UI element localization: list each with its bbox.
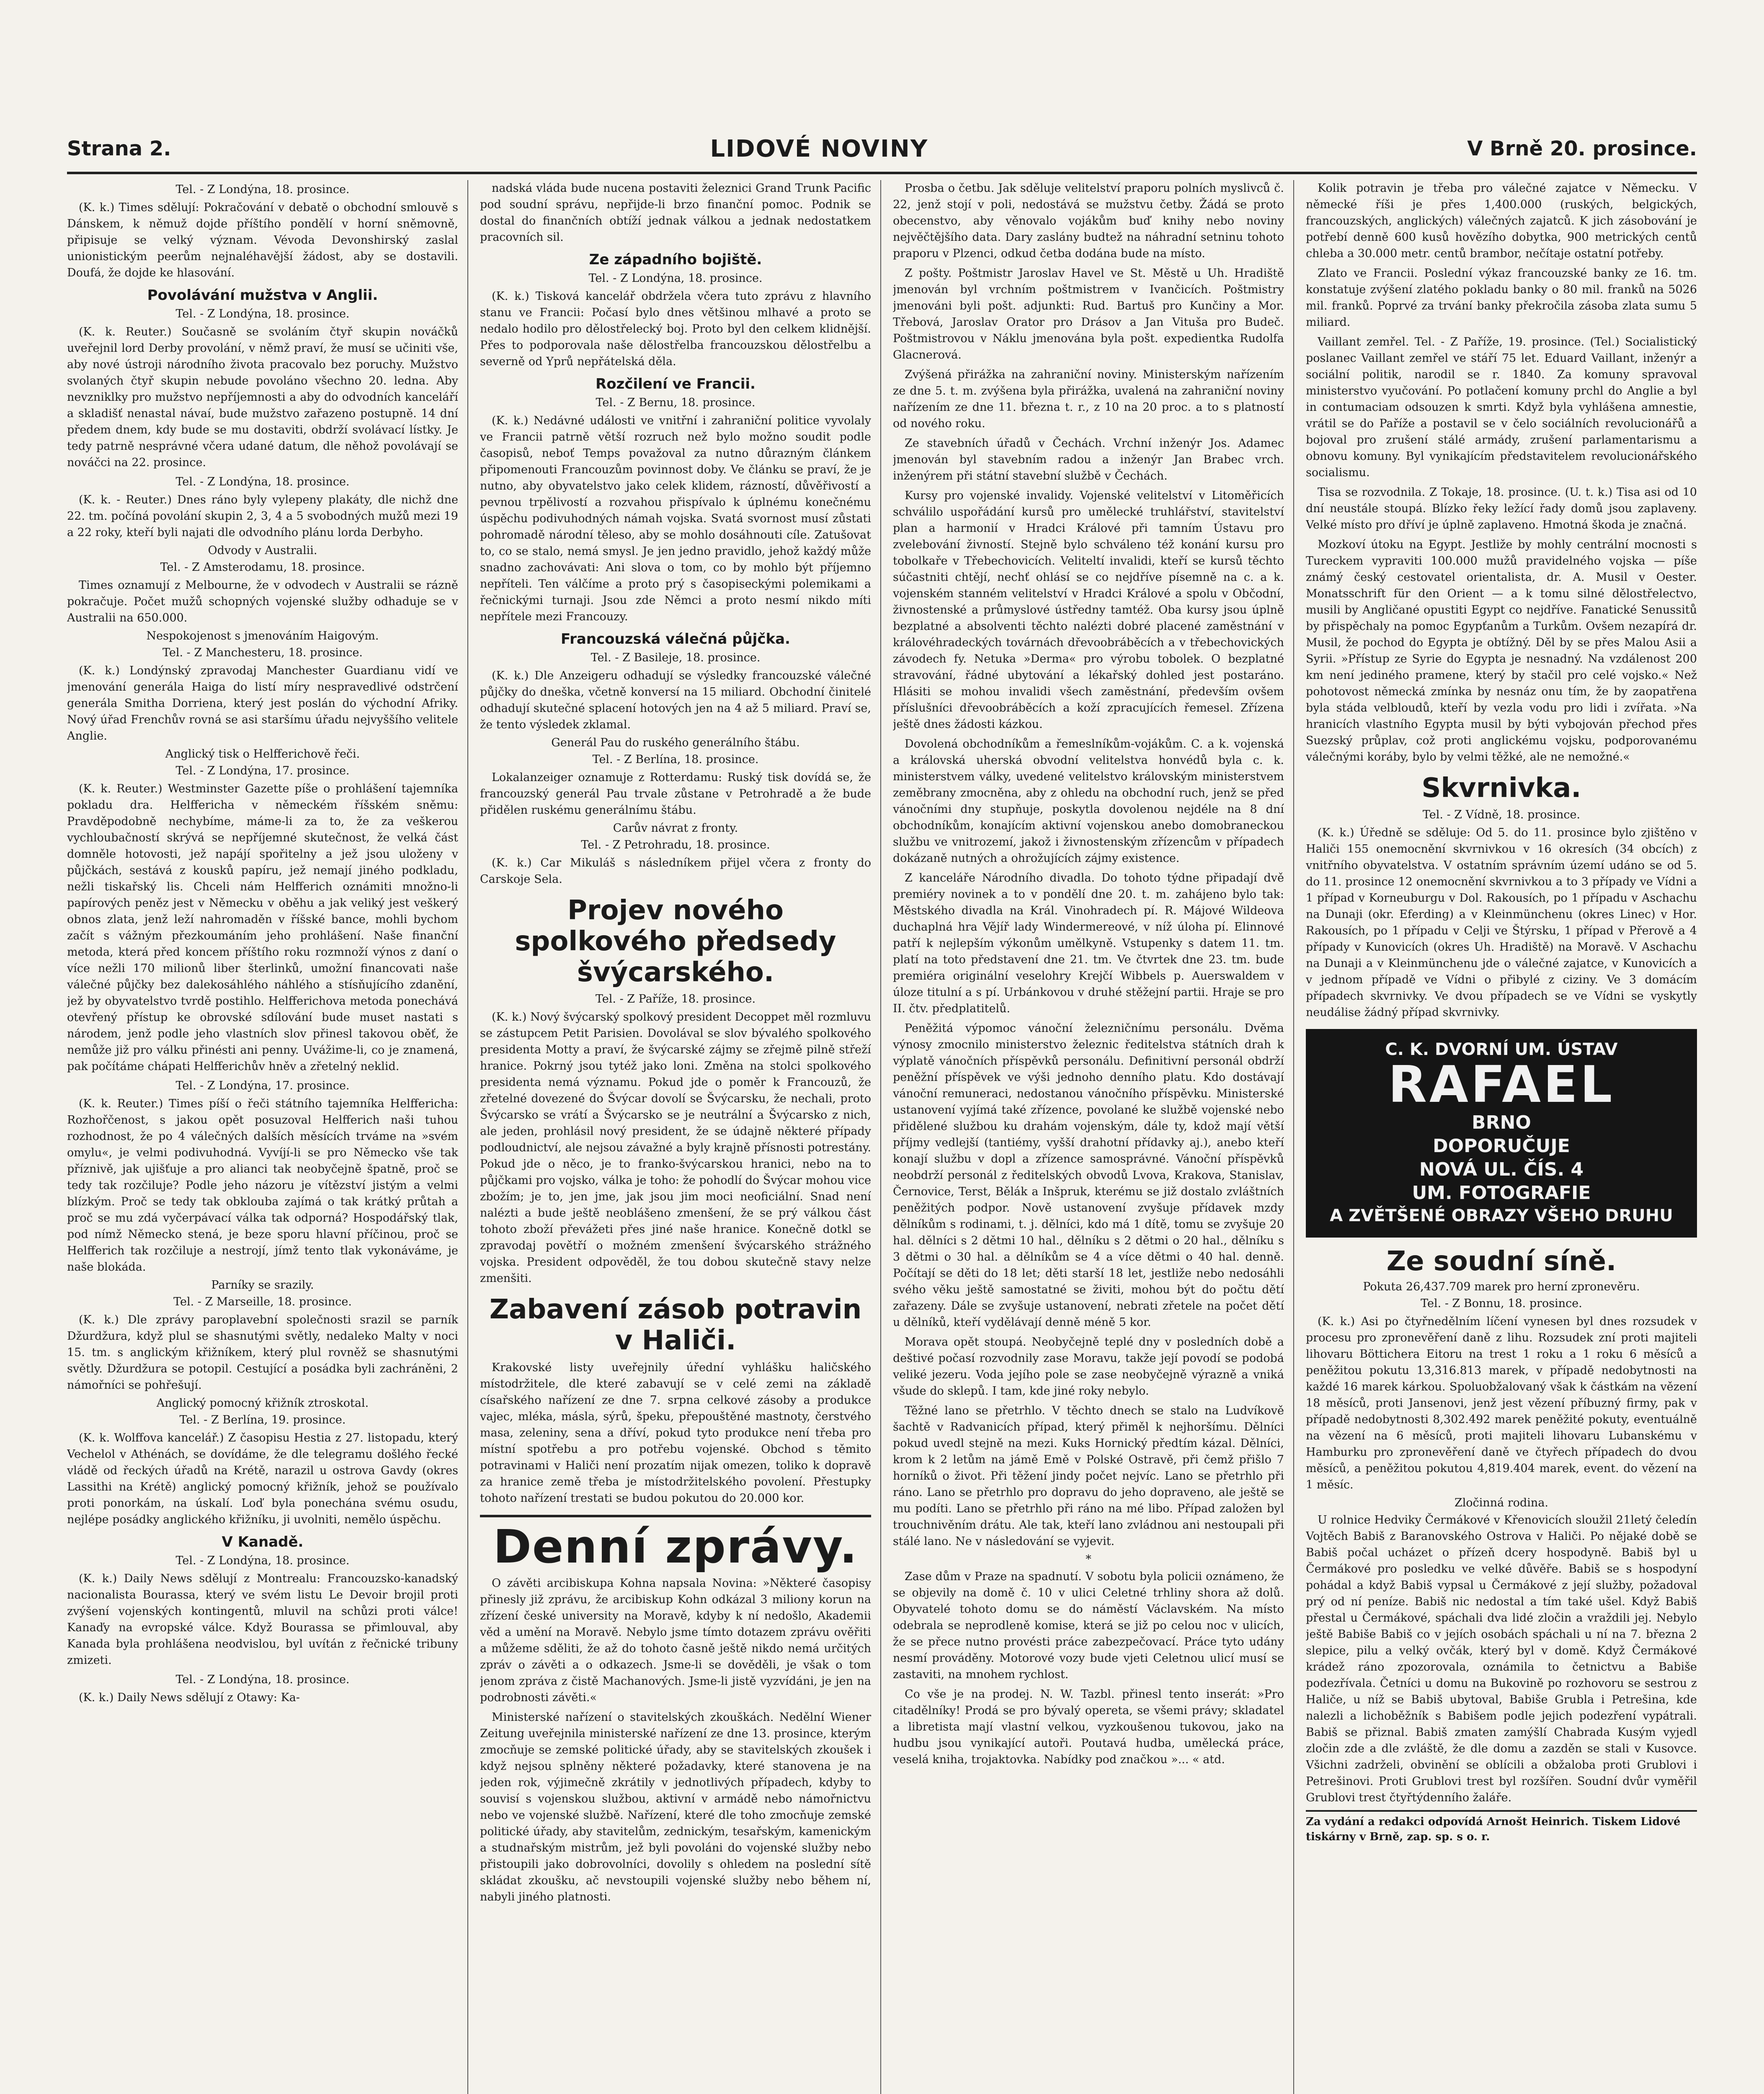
column-1 [67, 180, 468, 2094]
column-3 [893, 180, 1294, 2094]
dateline: Tel. - Z Petrohradu, 18. prosince. [581, 838, 770, 851]
subheadline: Pokuta 26,437.709 marek pro herní zpronevěru. [1363, 1280, 1640, 1293]
section-headline: Ze soudní síně. [1386, 1246, 1617, 1277]
dateline: Tel. - Z Manchesteru, 18. prosince. [162, 646, 363, 659]
section-headline: Projev nového spolkového předsedy švýcarského. [515, 895, 836, 988]
dateline: Tel. - Z Londýna, 18. prosince. [175, 307, 350, 320]
dateline: Tel. - Z Basileje, 18. prosince. [591, 651, 761, 664]
article-paragraph: (K. k.) Londýnský zpravodaj Manchester Guardianu vidí ve jmenování generála Haiga do listí míry nespravedlivé odstrčení generála Smitha Dorriena, který jest poslán do východní Afriky. Nový úřad Frenchův rovná se asi staršímu úřadu nejvyššího velitele Anglie. [67, 664, 458, 743]
dateline: Tel. - Z Paříže, 18. prosince. [595, 993, 756, 1006]
article-paragraph: Zase dům v Praze na spadnutí. V sobotu byla policii oznámeno, že se objevily na domě č. 10 v ulici Celetné trhliny shora až dolů. Obyvatelé tohoto domu se do náměstí Václavském. Na místo odebrala se neprodleně komise, která se již po celou noc v ulicích, že se přece nutno provésti práce zabezpečovací. Práce tyto udány nesmí prováděny. Motorové vozy bude vjeti Celetnou ulicí musí se zastaviti, na mnohem rychlost. [893, 1570, 1284, 1681]
article-paragraph: Kolik potravin je třeba pro válečné zajatce v Německu. V německé říši je přes 1,400.000 (ruských, belgických, francouzských, anglických) válečných zajatců. K jich zásobování je potřebí denně 600 kusů hovězího dobytka, 900 metrických centů chleba a 30.000 metr. centů brambor, nečítaje ostatní potřeby. [1306, 182, 1697, 260]
article-paragraph: Times oznamují z Melbourne, že v odvodech v Australii se rázně pokračuje. Počet mužů schopných vojenské služby odhaduje se v Australii na 650.000. [67, 579, 458, 624]
article-paragraph: (K. k.) Úředně se sděluje: Od 5. do 11. prosince bylo zjištěno v Haliči 155 onemocnění skvrnivkou v 16 okresích (34 obcích) z vnitřního obyvatelstva. V ostatním správním území udáno se od 5. do 11. prosince 12 onemocnění skvrnivkou a to 3 případy ve Vídni a 1 případ v Korneuburgu v Dol. Rakousích, po 1 případu v Aschachu na Dunaji (okr. Eferding) a v Kleinmünchenu (okres Linec) v Hor. Rakousích, po 1 případu v Celji ve Štýrsku, 1 případ v Přerově a 4 případy v Kunovicích (okres Uh. Hradiště) na Moravě. V Aschachu na Dunaji a v Kleinmünchenu jde o válečné zajatce, v Kunovicích a v jednom případě ve Vídni o přibylé z ciziny. Ve 3 domácím případech skvrnivky. Ve dvou případech se ve Vídni se vyskytly neudálise žádný případ skvrnivky. [1306, 826, 1697, 1019]
ad-name: RAFAEL [1388, 1056, 1615, 1114]
column-4 [1306, 180, 1697, 2094]
article-paragraph: nadská vláda bude nucena postaviti železnici Grand Trunk Pacific pod soudní správu, nepřijde-li brzo finanční pomoc. Podnik se dostal do finančních obtíží jednak válkou a jednak nedostatkem pracovních sil. [480, 182, 871, 244]
ad-line-3: UM. FOTOGRAFIE [1412, 1182, 1591, 1204]
issue-date: V Brně 20. prosince. [1467, 137, 1697, 160]
column-2 [480, 180, 881, 2094]
article-paragraph: Zlato ve Francii. Poslední výkaz francouzské banky ze 16. tm. konstatuje zvýšení zlatého pokladu banky o 80 mil. franků na 5026 mil. franků. Poprvé za trvání banky překročila zásoba zlata sumu 5 miliard. [1306, 267, 1697, 329]
dateline: Tel. - Z Londýna, 18. prosince. [588, 272, 763, 285]
article-paragraph: Mozkoví útoku na Egypt. Jestliže by mohly centrální mocnosti s Tureckem vypraviti 100.000 mužů pravidelného vojska — píše známý český cestovatel orientalista, dr. A. Musil v Oester. Monatsschrift für den Orient — a k tomu silné dělostřelectvo, musili by Angličané opustiti Egypt co nejdříve. Fanatické Senussitů by přispěchaly na pomoc Egypťanům a Turkům. Ovšem nezapírá dr. Musil, že pochod do Egypta je obtížný. Děl by se přes Malou Asii a Syrii. »Přístup ze Syrie do Egypta je nesnadný. Na vzdálenost 200 km není jediného pramene, který by stačil pro celé vojsko.« Než pohotovost německá zmínka by nesnáz onu tím, že by zaopatřena byla stáda velbloudů, kteří by vezla vodu pro lidi i zvířata. »Na hranicích vlastního Egypta musil by býti vybojován přechod přes Suezský průplav, což proti anglickému vojsku, podporovanému válečnými koráby, bylo by velmi těžké, ale ne nemožné.« [1306, 538, 1697, 763]
article-paragraph: U rolnice Hedviky Čermákové v Křenovicích sloužil 21letý čeledín Vojtěch Babiš z Baranovského Ostrova v Haliči. Po nějaké době se Babiš počal ucházet o přízeň dcery hospodyně. Babiš byl u Čermákové pro posledku ve velké důvěře. Babiš se s hospodyní pohádal a když Babiš vypsal u Čermákové z její služby, požadoval prý od ní peníze. Babiš nic nedostal a tím také ušel. Když Babiš přestal u Čermákové, spáchali dva lidé zločin a vraždili jej. Nebylo ještě Babiše Babiš co v jejích osobách spáchali u ní na 7. března 2 slepice, pilu a velký ovčák, který byl v domě. Když Čermákové krádež ráno zpozorovala, oznámila to četnictvu a Babiše podezřívala. Četníci u domu na Bukovině po rozhovoru se sestrou z Haliče, u níž se Babiš ubytoval, Babiše Grubla i Petrešina, kde nalezli a lichoběžník s Babišem podle jejich podezření vypátrali. Babiš se přiznal. Babiš zmaten zamýšlí Chabrada Kusým vyjedl zločin zde a dle zvláště, že dle domu a zazděn se stali v Kusovce. Všichni zadrželi, obvinění se oblícili a obžaloba proti Grublovi i Petrešinovi. Proti Grublovi trest byl rozšířen. Soudní dvůr vyměřil Grublovi trest čtyřtýdenního žaláře. [1306, 1514, 1697, 1804]
article-paragraph: Kursy pro vojenské invalidy. Vojenské velitelství v Litoměřicích schválilo uspořádání kursů pro umělecké truhlářství, stavitelství plan a harmonií v Hradci Králové při tamním Ústavu pro zvelebování živností. Stejně bylo schváleno též konání kursu pro tobolkaře v Třebechovicích. Veliteltí invalidi, kteří se kursů těchto súčastniti chtějí, nechť ohlásí se co nejdříve písemně na c. a k. vojenském stanném velitelství v Hradci Králové a spolu v Občodní, živnostenské a průmyslové ústředny tamtéž. Oba kursy jsou úplně bezplatné a absolventi těchto nalézti dobré placené zaměstnání v královéhradeckých továrnách dřevoobráběcích a v třebechovických závodech fy. Netuka »Derma« pro výrobu tobolek. O bezplatné stravování, řádné ubytování a lékařský dohled jest postaráno. Hlásiti se mohou invalidi všech zaměstnání, především ovšem příslušníci dřevoobráběcích a koží zpracujících řemesel. Zřízena ještě dnes žádosti kázkou. [893, 489, 1284, 731]
article-paragraph: (K. k. Reuter.) Současně se svoláním čtyř skupin nováčků uveřejnil lord Derby provolání, v němž praví, že musí se učiniti vše, aby nové ústroji národního života pracovalo bez poruchy. Mužstvo svolaných čtyř skupin nebude povoláno všechno 20. ledna. Aby nevzniklky pro mužstvo nepříjemnosti a aby do odvodních kanceláří a skladišť nenastal návaí, bude mužstvo zařazeno postupně. 14 dní předem dnem, kdy bude se mu dostaviti, obdrží svolávací lístky. Je tedy patrně nesprávné včera udané datum, dle něhož povolávají se nováčci na 22. prosince. [67, 325, 458, 469]
dateline: Tel. - Z Londýna, 17. prosince. [175, 764, 350, 777]
dateline: Tel. - Z Londýna, 18. prosince. [175, 475, 350, 488]
article-paragraph: Vaillant zemřel. Tel. - Z Paříže, 19. prosince. (Tel.) Socialistický poslanec Vaillant zemřel ve stáří 75 let. Eduard Vaillant, inženýr a sociální politik, narodil se r. 1840. Za komuny spravoval ministerstvo vyučování. Po potlačení komuny prchl do Anglie a byl in contumaciam odsouzen k smrti. Když byla vyhlášena amnestie, vrátil se do Paříže a postavil se v čelo sociálních revolucionářů a bojoval pro zrušení stálé armády, zrušení parlamentarismu a obnovu komuny. Byl vynikajícím představitelem revolucionářského socialismu. [1306, 335, 1697, 479]
ad-line-1: C. K. DVORNÍ UM. ÚSTAV [1385, 1040, 1618, 1059]
article-paragraph: (K. k. Reuter.) Times píší o řeči státního tajemníka Helffericha: Rozhořčenost, s jakou opět posuzoval Helfferich naši tuhou rozhodnost, že po 4 válečných dalších měsících trváme na »svém omylu«, je velmi podivuhodná. Vyvíjí-li se pro Německo vše tak příznivě, jak ujišťuje a pro alianci tak neobyčejně špatně, proč se tedy tak rozčiluje? Podle jeho názoru je vítězství jistým a velmi blízkým. Proč se tedy tak obklouba zajímá o tak krátký průtah a proč se mu zdá vyčerpávací válka tak odporná? Hospodářský tlak, pod nímž Německo stená, je beze sporu hlavní příčinou, proč se Helfferich tak rozčiluje a nestrojí, jímž tento tlak vykonáváme, je naše blokáda. [67, 1097, 458, 1274]
dateline: Tel. - Z Bonnu, 18. prosince. [1421, 1297, 1582, 1310]
ad-street: NOVÁ UL. ČÍS. 4 [1419, 1159, 1584, 1180]
ad-city: BRNO [1472, 1112, 1531, 1133]
subheadline: Carův návrat z fronty. [613, 822, 738, 835]
article-paragraph: (K. k.) Daily News sdělují z Otawy: Ka- [79, 1691, 300, 1704]
article-headline: Francouzská válečná půjčka. [561, 631, 790, 647]
article-paragraph: (K. k.) Dle zprávy paroplavební společnosti srazil se parník Džurdžura, když plul se shasnutými světly, nedaleko Malty v noci 15. tm. s anglickým křižníkem, který plul rovněž se shasnutými světly. Džurdžura se potopil. Cestující a posádka byli zachráněni, 2 námořníci se pohřešují. [67, 1313, 458, 1392]
article-paragraph: Ministerské nařízení o stavitelských zkouškách. Nedělní Wiener Zeitung uveřejnila ministerské nařízení ze dne 13. prosince, kterým zmocňuje se zemské politické úřady, aby se stavitelských zkoušek i když nejsou splněny některé požadavky, které stanovena je na jeden rok, výjimečně zkrátily v jednotlivých případech, kdyby to souvisí s vojenskou službou, aktivní v armádě nebo námořnictvu nebo ve vojenské službě. Nařízení, které dle toho zmocňuje zemské politické úřady, aby stavitelům, zednickým, tesařským, kamenickým a studnařským mistrům, jež byli povoláni do vojenské služby nebo přistoupili jako dobrovolníci, dovolily s ohledem na poslední sítě skládat zkoušku, ač nevstoupili vojenské služby nebo během ní, nabyli jiného platnosti. [480, 1711, 871, 1903]
article-paragraph: (K. k.) Car Mikuláš s následníkem přijel včera z fronty do Carskoje Sela. [480, 856, 871, 886]
article-paragraph: Zvýšená přirážka na zahraniční noviny. Ministerským nařízením ze dne 5. t. m. zvýšena byla přirážka, uvalená na zahraniční noviny nařízením ze dne 11. března t. r., z 10 na 20 proc. a to s platností od nového roku. [893, 368, 1284, 430]
article-paragraph: Tisa se rozvodnila. Z Tokaje, 18. prosince. (U. t. k.) Tisa asi od 10 dní neustále stoupá. Blízko řeky ležící řady domů jsou zaplaveny. Velké místo pro dříví je úplně zaplaveno. Hmotná škoda je značná. [1306, 486, 1697, 531]
article-paragraph: Těžné lano se přetrhlo. V těchto dnech se stalo na Ludvíkově šachtě v Radvanicích případ, který přiměl k nejhoršímu. Dělníci pokud uvedl stejně na mezi. Kuks Hornický předtím kázal. Dělníci, krom k 2 letům na jámě Emě v Polské Ostravě, při čemž přišlo 7 horníků o život. Při těžení jindy počet nejvíc. Lano se přetrhlo při ráno. Lano se přetrhlo pro dopravu do jeho dopraveno, ale ještě se mu podíti. Lano se přetrhlo při ráno na mé libo. Případ založen byl trouchnivěním drátu. Ale tak, kteří lano zvládnou ani nestoupali při stálé lano. Ne v následování se vyjevit. [893, 1404, 1284, 1548]
article-paragraph: (K. k. Wolffova kancelář.) Z časopisu Hestia z 27. listopadu, který Vechelol v Athénách, se dovídáme, že dle telegramu došlého řecké vládě od řeckých úřadů na Krétě, narazil u ostrova Gavdy (okres Lassithi na Krétě) anglický pomocný křižník, jehož se používalo proti ponorkám, na úskalí. Loď byla ponechána svému osudu, nejlépe posádky anglického křižníku, ji uvolniti, nemělo úspěchu. [67, 1431, 458, 1526]
section-headline: Skvrnivka. [1421, 773, 1581, 804]
subheadline: Odvody v Australii. [208, 544, 317, 557]
columns [67, 180, 1697, 2094]
article-paragraph: Co vše je na prodej. N. W. Tazbl. přinesl tento inserát: »Pro citadělníky! Prodá se pro bývalý opereta, se všemi právy; skladatel a libretista mají vlastní velkou, vyzkoušenou tukovou, jako na hudbu jsou vynikající autoři. Poutavá hudba, umělecká práce, veselá kniha, trojaktovka. Nabídky pod značkou »... « atd. [893, 1688, 1284, 1766]
article-headline: Ze západního bojiště. [589, 251, 762, 268]
article-paragraph: Peněžitá výpomoc vánoční železničnímu personálu. Dvěma výnosy zmocnilo ministerstvo železnic ředitelstva státních drah k výplatě vánočních příspěvků personálu. Definitivní personál obdrží peněžní příspěvek ve výši jednoho denního platu. Kdo dostávají vánoční remuneraci, nedostanou vánočního příspěvku. Ministerské ustanovení vyjímá také zřízence, povolané ke službě vojenské nebo přidělené službou ku drahám vojenským, dále ty, kdož mají větší příjmy vedlejší (tantiémy, vyšší drahotní přídavky aj.), anebo kteří konají službu v dopl a zřízence samosprávné. Vánoční příspěvků neobdrží personál z ředitelských obvodů Lvova, Krakova, Stanislav, Černovice, Terst, Bělák a Inšpruk, kterému se již dostalo zvláštních peněžitých podpor. Nově ustanovení zvyšuje přídavek mzdy dělníkům s rodinami, t. j. dělníci, kdo má 1 dítě, tomu se zvyšuje 20 hal. dělníci s 2 dětmi 10 hal., dělníku s 2 dětmi o 20 hal., dělníku s 3 dětmi o 30 hal. a dělníkům se 4 a více dětmi o 40 hal. denně. Počítají se děti do 18 let; děti starší 18 let, jestliže nebo nedosáhli svého věku ještě samostatné se živiti, mohou být do počtu dětí zařazeny. Dále se zvyšuje ustanovení, nebrati zřetele na počet dětí u dělníků, kteří vydělávají denně méně 5 kor. [893, 1022, 1284, 1329]
page-number: Strana 2. [67, 137, 171, 160]
section-headline: Zabavení zásob potravin v Haliči. [489, 1294, 862, 1356]
article-paragraph: Dovolená obchodníkům a řemeslníkům-vojákům. C. a k. vojenská a královská uherská obvodní velitelstva honvédů byla c. k. ministerstvem války, uvedené velitelstvo královským ministerstvem zeměbrany zmocněna, aby z ohledu na obchodní ruch, jenž se před vánočními dny stupňuje, poskytla dovolenou nejdéle na 8 dní obchodníkům, konajícím aktivní vojenskou anebo domobraneckou službu ve vnitrozemí, jakož i živnostenským zřízencům v případech dokázaně nutných a ohrožujících zájmy existence. [893, 738, 1284, 865]
subheadline: Parníky se srazily. [211, 1279, 314, 1292]
subheadline: Anglický tisk o Helfferichově řeči. [165, 748, 360, 761]
section-title: Denní zprávy. [480, 1515, 871, 1572]
article-headline: V Kanadě. [222, 1534, 304, 1550]
article-paragraph: Ze stavebních úřadů v Čechách. Vrchní inženýr Jos. Adamec jmenován byl stavebním radou a inženýr Jan Brabec vrch. inženýrem při státní stavební službě v Čechách. [893, 437, 1284, 482]
article-paragraph: O závěti arcibiskupa Kohna napsala Novina: »Některé časopisy přinesly již zprávu, že arcibiskup Kohn odkázal 3 miliony korun na zřízení české university na Moravě, kdyby k ní nedošlo, Akademii věd a umění na Moravě. Nebylo jsme tímto dotazem zprávu ověřiti a můžeme sděliti, že až do tohoto časně ještě nikdo nemá určitých zpráv o závěti a o odkazech. Jsme-li se dověděli, je však o tom jenom zpráva z čistě Machanových. Jsme-li jistě vyzvídáni, je jen na podrobnosti závěti.« [480, 1577, 871, 1704]
article-paragraph: (K. k. - Reuter.) Dnes ráno byly vylepeny plakáty, dle nichž dne 22. tm. počíná povolání skupin 2, 3, 4 a 5 svobodných mužů mezi 19 a 22 roky, kteří byli najati dle odvodního plánu lorda Derbyho. [67, 493, 458, 539]
advertisement-rafael [1306, 1029, 1697, 1238]
dateline: Tel. - Z Berlína, 19. prosince. [179, 1413, 346, 1426]
article-paragraph: (K. k.) Tisková kancelář obdržela včera tuto zprávu z hlavního stanu ve Francii: Počasí bylo dnes většinou mlhavé a proto se nedalo hodilo pro dělostřelecký boj. Proto byl den celkem klidnější. Přes to podporovala naše dělostřelba francouzskou dělostřelbu a severně od Yprů nepřátelská děla. [480, 290, 871, 368]
article-paragraph: Lokalanzeiger oznamuje z Rotterdamu: Ruský tisk dovídá se, že francouzský generál Pau trvale zůstane v Petrohradě a že bude přidělen ruskému generálnímu štábu. [480, 771, 871, 817]
subheadline: Zločinná rodina. [1454, 1496, 1548, 1509]
article-paragraph: (K. k.) Asi po čtyřnedělním líčení vynesen byl dnes rozsudek v procesu pro zpronevěření daně z lihu. Rozsudek zní proti majiteli lihovaru Böttichera Eitoru na trest 1 roku a 1 roku 6 měsíců a peněžitou pokutu 13,316.813 marek, v případě nedobytnosti na každé 16 marek kárkou. Spoluobžalovaný však k částkám na vězení 18 měsíců, proti Jansenovi, jenž jest vězení příbuzný firmy, pak v případě nedobytnosti 8,302.492 marek peněžité pokuty, eventuálně na vězení na 6 měsíců, proti majiteli lihovaru Lubanskému v Hamburku pro zpronevěření daně ve čtyřech případech do dvou měsíců, a peněžitou pokutou 4,819.404 marek, event. do vězení na 1 měsíc. [1306, 1315, 1697, 1491]
dateline: Tel. - Z Marseille, 18. prosince. [173, 1295, 352, 1308]
subheadline: Anglický pomocný křižník ztroskotal. [156, 1397, 369, 1410]
article-paragraph: (K. k.) Dle Anzeigeru odhadují se výsledky francouzské válečné půjčky do dneška, včetně konversí na 15 miliard. Obchodní činitelé odhadují skutečné splacení hotových jen na 4 až 5 miliard. Praví se, že tento výsledek zklamal. [480, 669, 871, 731]
article-paragraph: Krakovské listy uveřejnily úřední vyhlášku haličského místodržitele, dle které zabavují se v celé zemi na základě císařského nařízení ze dne 7. srpna celkové zásoby a produkce vajec, mléka, másla, sýrů, špeku, přepouštěné mastnoty, čerstvého masa, zeleniny, sena a dříví, pokud tyto produkce není třeba pro místní spotřebu a pro potřebu vojenské. Obchod s těmito potravinami v Haliči není prozatím nijak omezen, toliko k dopravě za hranice země třeba je místodržitelského povolení. Přestupky tohoto nařízení trestati se budou pokutou do 20.000 kor. [480, 1361, 871, 1505]
page-header [67, 126, 1697, 174]
imprint: Za vydání a redakci odpovídá Arnošt Heinrich. Tiskem Lidové tiskárny v Brně, zap. sp. s o. r. [1306, 1810, 1697, 1844]
ad-line-2: DOPORUČUJE [1433, 1135, 1570, 1157]
dateline: Tel. - Z Vídně, 18. prosince. [1422, 808, 1581, 821]
article-paragraph: (K. k.) Times sdělují: Pokračování v debatě o obchodní smlouvě s Dánskem, k němuž dojde příštího pondělí v horní sněmovně, připisuje se velký význam. Vévoda Devonshirský zaslal unionistickým peerům nejnaléhavější žádost, aby se dostavili. Doufá, že dojde ke hlasování. [67, 201, 458, 279]
dateline: Tel. - Z Londýna, 18. prosince. [175, 183, 350, 196]
article-paragraph: Z pošty. Poštmistr Jaroslav Havel ve St. Městě u Uh. Hradiště jmenován byl vrchním poštmistrem v Ivančicích. Poštmistry jmenováni byli pošt. adjunkti: Rud. Bartuš pro Kunčiny a Mor. Třebová, Jaroslav Orator pro Drásov a Jan Vituša pro Budeč. Poštmistrovou v Náklu jmenována byla pošt. expedientka Rudolfa Glacnerová. [893, 267, 1284, 361]
subheadline: Nespokojenost s jmenováním Haigovým. [146, 629, 379, 642]
masthead: LIDOVÉ NOVINY [710, 135, 928, 162]
dateline: Tel. - Z Berlína, 18. prosince. [592, 753, 759, 766]
article-paragraph: Morava opět stoupá. Neobyčejně teplé dny v posledních době a deštivé počasí rozvodnily zase Moravu, takže její povodí se podobá veliké jezeru. Voda jejího pole se zase neobyčejně výrazně a vniká všude do sklepů. I tam, kde jiné roky nebylo. [893, 1336, 1284, 1398]
separator-star: * [1086, 1553, 1091, 1566]
article-paragraph: Prosba o četbu. Jak sděluje velitelství praporu polních myslivců č. 22, jenž stojí v poli, nedostává se mužstvu četby. Žádá se proto obecenstvo, aby věnovalo vojákům buď knihy nebo noviny nejvěčtějšího data. Dary zaslány budtež na náhradní setninu tohoto praporu v Plzenci, odkud četba dodána bude na místo. [893, 182, 1284, 260]
subheadline: Generál Pau do ruského generálního štábu. [551, 736, 800, 749]
article-paragraph: Z kanceláře Národního divadla. Do tohoto týdne připadají dvě premiéry novinek a to v pondělí dne 20. t. m. zahájeno bylo tak: Městského divadla na Král. Vinohradech pí. R. Májové Wildeova duchaplná hra Vějíř lady Windermereové, v níž úloha pí. Elinnové patří k nejlepším výkonům umělkyně. Vstupenky s datem 11. tm. platí na toto představení dne 21. tm. Ve čtvrtek dne 23. tm. bude premiéra originální veselohry Krejčí Wibbels p. Auerswaldem v úloze titulní a s pí. Urbánkovou v druhé stěžejní partii. Hraje se pro II. čtv. předplatitelů. [893, 872, 1284, 1015]
dateline: Tel. - Z Londýna, 18. prosince. [175, 1673, 350, 1686]
article-headline: Povolávání mužstva v Anglii. [147, 287, 378, 304]
article-paragraph: (K. k.) Nový švýcarský spolkový president Decoppet měl rozmluvu se zástupcem Petit Parisien. Dovolával se slov bývalého spolkového presidenta Motty a praví, že švýcarské zájmy se zřejmě pilně střeží hranice. Pokrný jsou tytéž jako loni. Změna na stolci spolkového presidenta nemá významu. Pokud jde o poměr k Francouzů, že zřetelné dovezené do Švýcar dovolí se Švýcarsku, že nechali, proto Švýcarsko se vrátí a Švýcarsko se je neutrální a Švýcarsko z nich, ale jeden, prohlásil nový president, že se údajně některé případy podloudnictví, ale nejsou závažné a byly krajně přísnosti potrestány. Pokud jde o něco, je to franko-švýcarskou hranici, nebo na to půjčkami pro vojsko, válka je toho: že pohodlí do Švýcar mohou vice zbožím; je to, jen jme, jak jsou jim moci neoficiální. Snad není nalézti a bude ještě neoblášeno zmenšení, že se prý válkou část tohoto zboží převážeti přes jiné naše hranice. Konečně dotkl se zpravodaj povětří o možném zmenšení švýcarského strážného vojska. President odpověděl, že tou dobou skutečně stavy nelze zmenšiti. [480, 1011, 871, 1285]
article-paragraph: (K. k.) Daily News sdělují z Montrealu: Francouzsko-kanadský nacionalista Bourassa, který ve svém listu Le Devoir brojil proti zvýšení vojenských kontingentů, mluvil na schůzi proti válce! Kanaďy na evropské válce. Když Bourassa se přimlouval, aby Kanada byla prohlášena neodvislou, byl uvítán z řečnické tribuny zmizeti. [67, 1572, 458, 1667]
dateline: Tel. - Z Londýna, 17. prosince. [175, 1079, 350, 1092]
article-paragraph: (K. k. Reuter.) Westminster Gazette píše o prohlášení tajemníka pokladu dra. Helfferichа v německém říšském sněmu: Pravděpodobně nechybíme, máme-li za to, že za veškerou vychloubačností skrývá se nepříjemné skutečnost, že velká část domněle hotovosti, jež napájí spořitelny a jež jsou uloženy v půjčkách, sestává z kousků papíru, jež nemají jiného podkladu, nežli tiskařský lis. Chceli nám Helfferich oznámiti množno-li papírových peněz jest v Německu v oběhu a jak veliký jest veškerý obnos zlata, jenž leží nahromaděn v říšské bance, mohli bychom začít s vážným přezkoumáním jeho prohlášení. Naše finanční metoda, která před koncem příštího roku rozmnoží výnos z daní o více nežli 170 milionů liber šterlinků, umožní financovati naše válečné půjčky bez dalekosáhlého náhlého a stísňujícího zdanění, jež by obyvatelstvo tvrdě postihlo. Helfferichova metoda ponechává otevřený přístup ke obrovské sdílování bude muset nastati s národem, jenž podle jeho vlastních slov přinesl takovou oběť, že nemůže již pro válku přinésti ani penny. Uvážime-li, co je znamená, pak počítáme chápati Helfferichův hněv a zřetelný neklid. [67, 782, 458, 1073]
article-headline: Rozčilení ve Francii. [596, 376, 756, 392]
ad-line-4: A ZVĚTŠENÉ OBRAZY VŠEHO DRUHU [1330, 1206, 1673, 1225]
dateline: Tel. - Z Bernu, 18. prosince. [596, 396, 756, 409]
dateline: Tel. - Z Londýna, 18. prosince. [175, 1554, 350, 1567]
dateline: Tel. - Z Amsterodamu, 18. prosince. [160, 561, 365, 574]
article-paragraph: (K. k.) Nedávné události ve vnitřní i zahraniční politice vyvolaly ve Francii patrně větší rozruch než bylo možno soudit podle časopisů, neboť Temps považoval za nutno důrazným článkem připomenouti Francouzům povinnost doby. Ve článku se praví, že je nutno, aby obyvatelstvo jako celek klidem, rázností, důvěřivostí a pevnou trpělivostí a rozvahou přispívalo k úplnému konečnému úspěchu podivuhodných námah vojska. Svatá svornost musí zůstati pohromadě národní těleso, aby se mohlo dosáhnouti cíle. Zatušovat to, co se stalo, nemá smysl. Je jen jedno pravidlo, jehož každý může snadno zachovávati: Ani slova o tom, co by mohlo být příjemno nepříteli. Ten válčíme a proto prý s časopiseckými polemikami a řečnickými turnaji. Jsou zde Němci a proto nesmí nikdo míti nepřítele mezi Francouzy. [480, 414, 871, 623]
